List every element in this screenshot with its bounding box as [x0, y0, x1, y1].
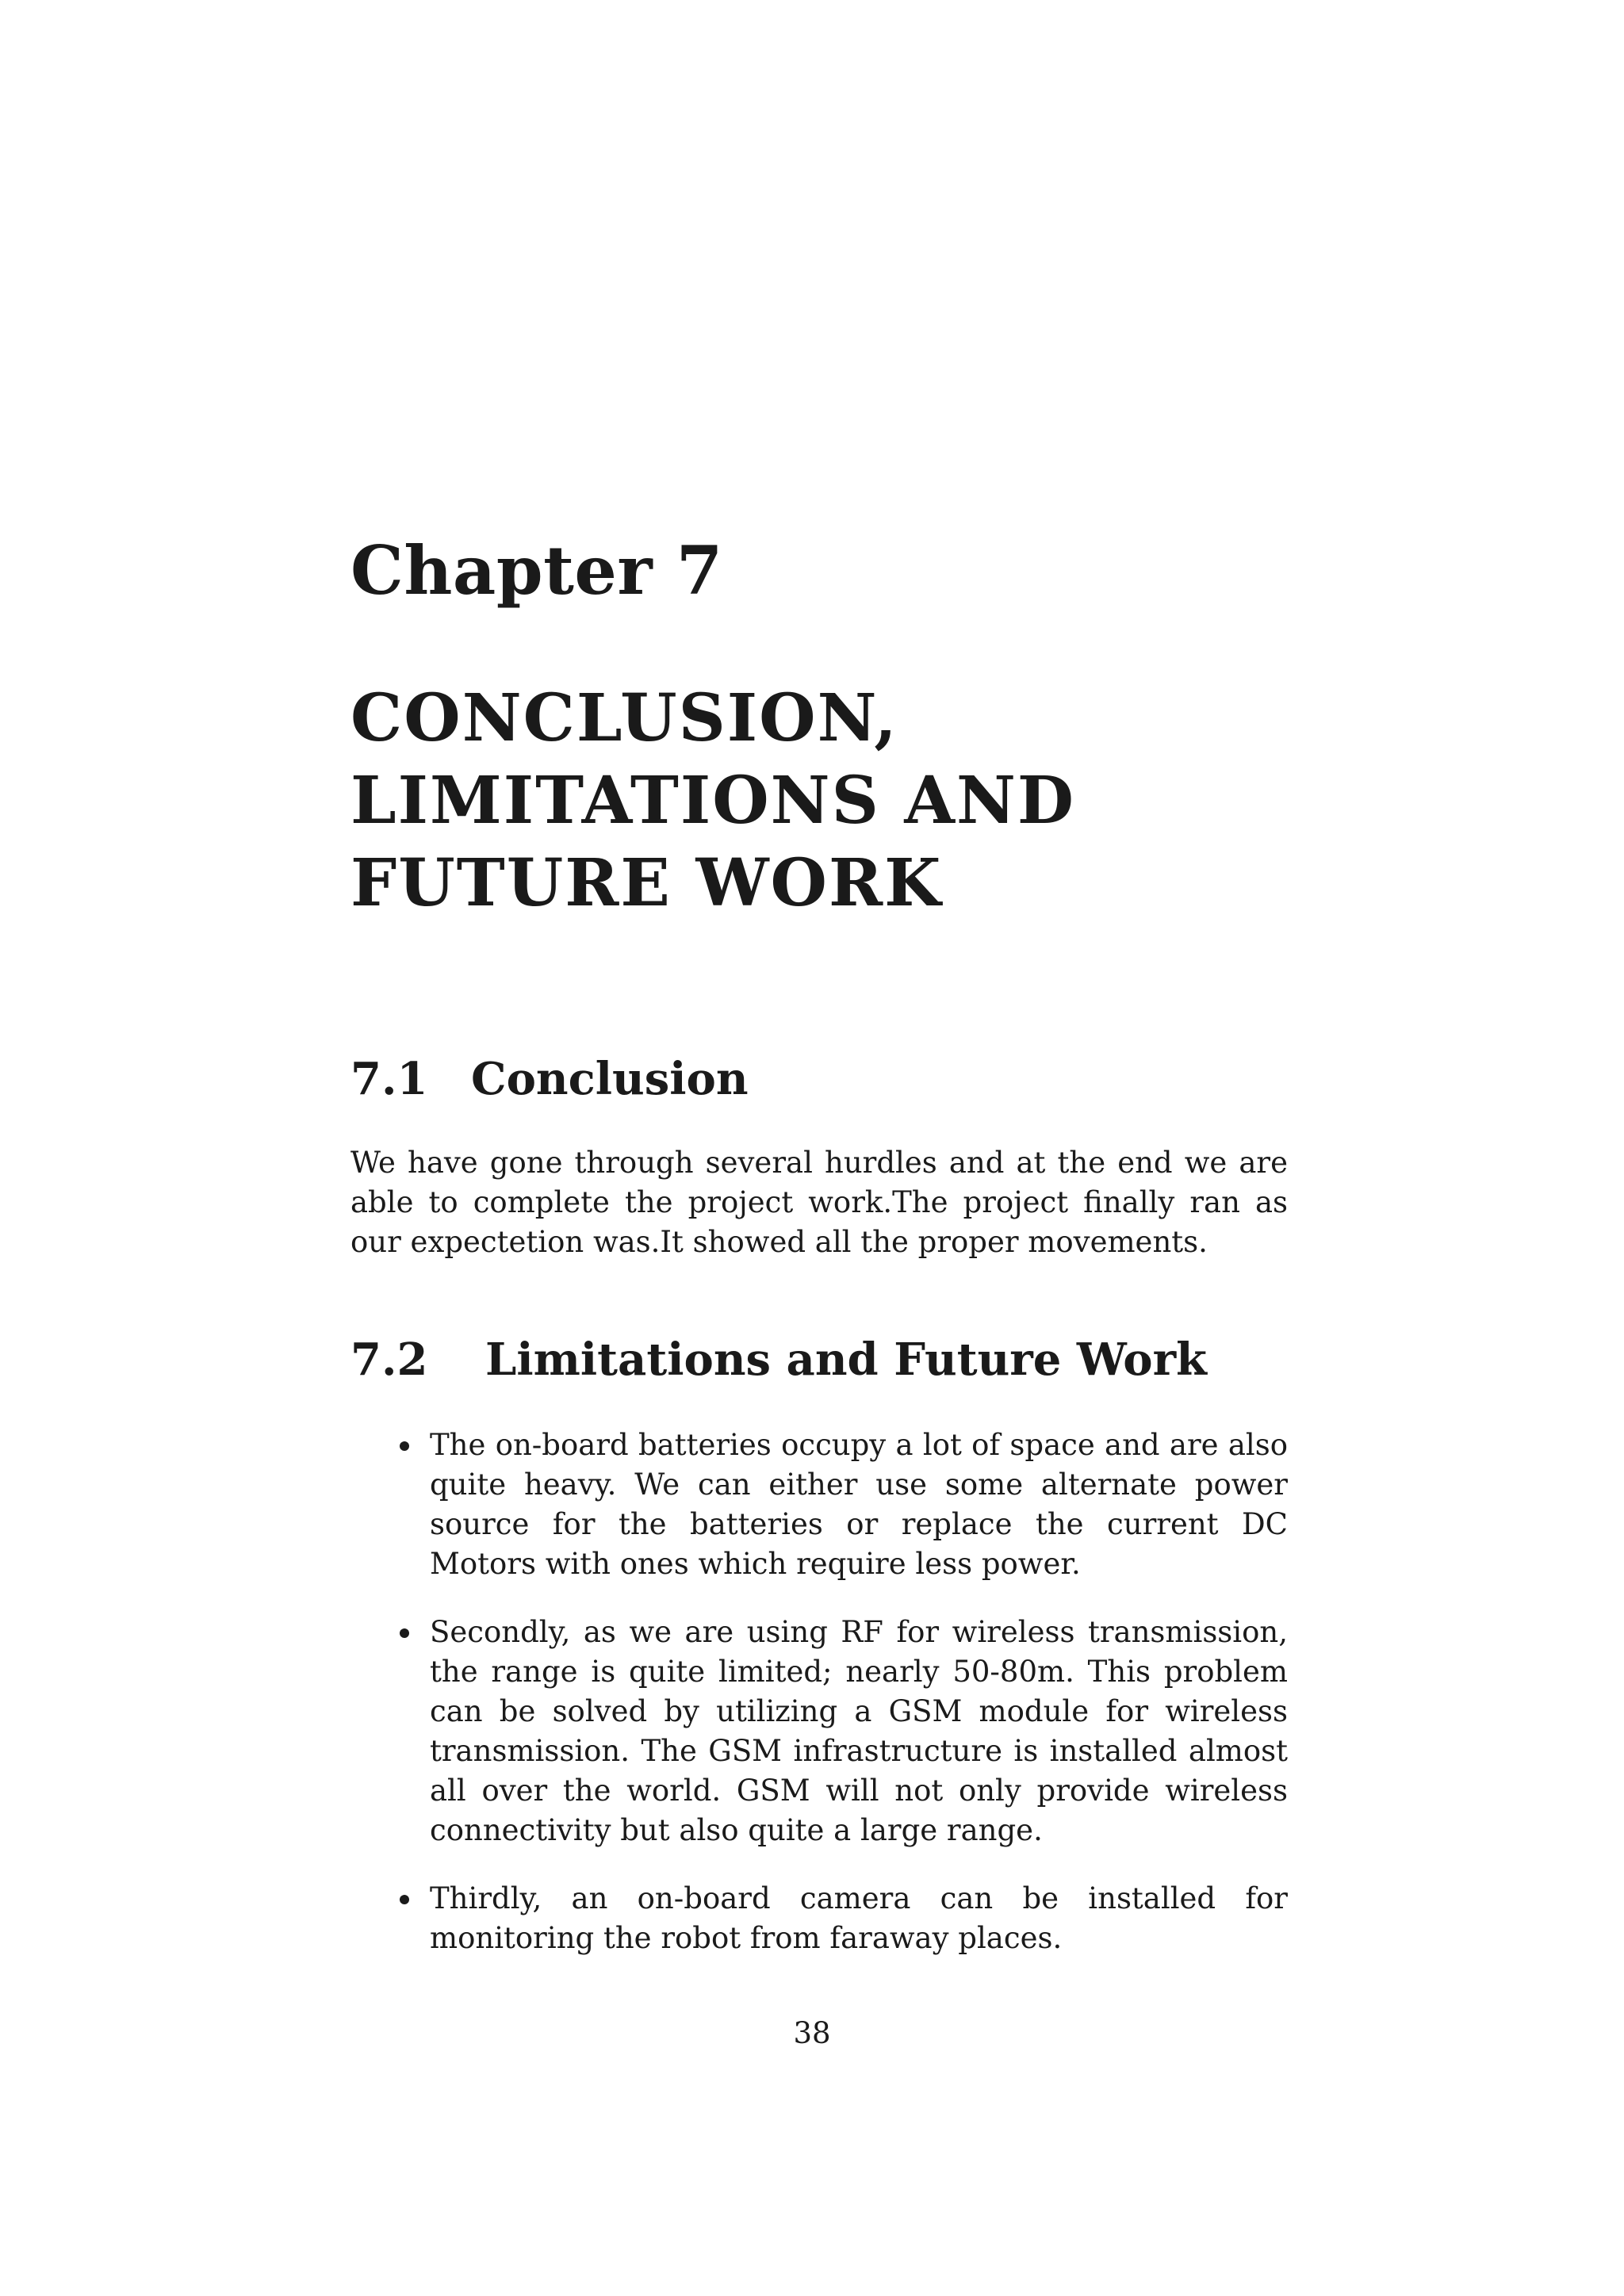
- chapter-label: Chapter 7: [350, 531, 723, 610]
- section-heading: [350, 1332, 1288, 1387]
- conclusion-paragraph: We have gone through several hurdles and at the end we are able to complete the project work.The project finally ran as our expectetion was.It showed all the proper movements.: [350, 1146, 1288, 1259]
- bullet-icon: [400, 1441, 409, 1451]
- bullet-icon: [400, 1628, 409, 1638]
- page-content: [350, 533, 1288, 1987]
- section-title: Conclusion: [471, 1053, 749, 1105]
- section-heading: [350, 1051, 1288, 1107]
- chapter-title: [350, 677, 1288, 924]
- chapter-title-line-2: LIMITATIONS AND: [350, 763, 1076, 839]
- section-number: 7.2: [350, 1334, 428, 1386]
- list-item-text: The on-board batteries occupy a lot of space and are also quite heavy. We can either use some alternate power source for the batteries or replace the current DC Motors with ones which require less power.: [430, 1428, 1288, 1581]
- bullet-icon: [400, 1895, 409, 1904]
- list-item-text: Thirdly, an on-board camera can be installed for monitoring the robot from faraway places.: [430, 1881, 1288, 1955]
- chapter-title-line-1: CONCLUSION,: [350, 680, 898, 756]
- list-item: [350, 1613, 1288, 1850]
- section-number: 7.1: [350, 1053, 428, 1105]
- list-item: [350, 1425, 1288, 1584]
- section-title: Limitations and Future Work: [485, 1334, 1207, 1386]
- page-number: 38: [793, 2016, 831, 2050]
- limitations-list: [350, 1425, 1288, 1958]
- list-item: [350, 1879, 1288, 1958]
- list-item-text: Secondly, as we are using RF for wireless transmission, the range is quite limited; nearly 50-80m. This problem can be solved by utilizing a GSM module for wireless transmission. The GSM infrastructure is installed almost all over the world. GSM will not only provide wireless connectivity but also quite a large range.: [430, 1615, 1288, 1847]
- section-conclusion: [350, 1051, 1288, 1262]
- chapter-title-line-3: FUTURE WORK: [350, 845, 943, 921]
- section-limitations: [350, 1332, 1288, 1958]
